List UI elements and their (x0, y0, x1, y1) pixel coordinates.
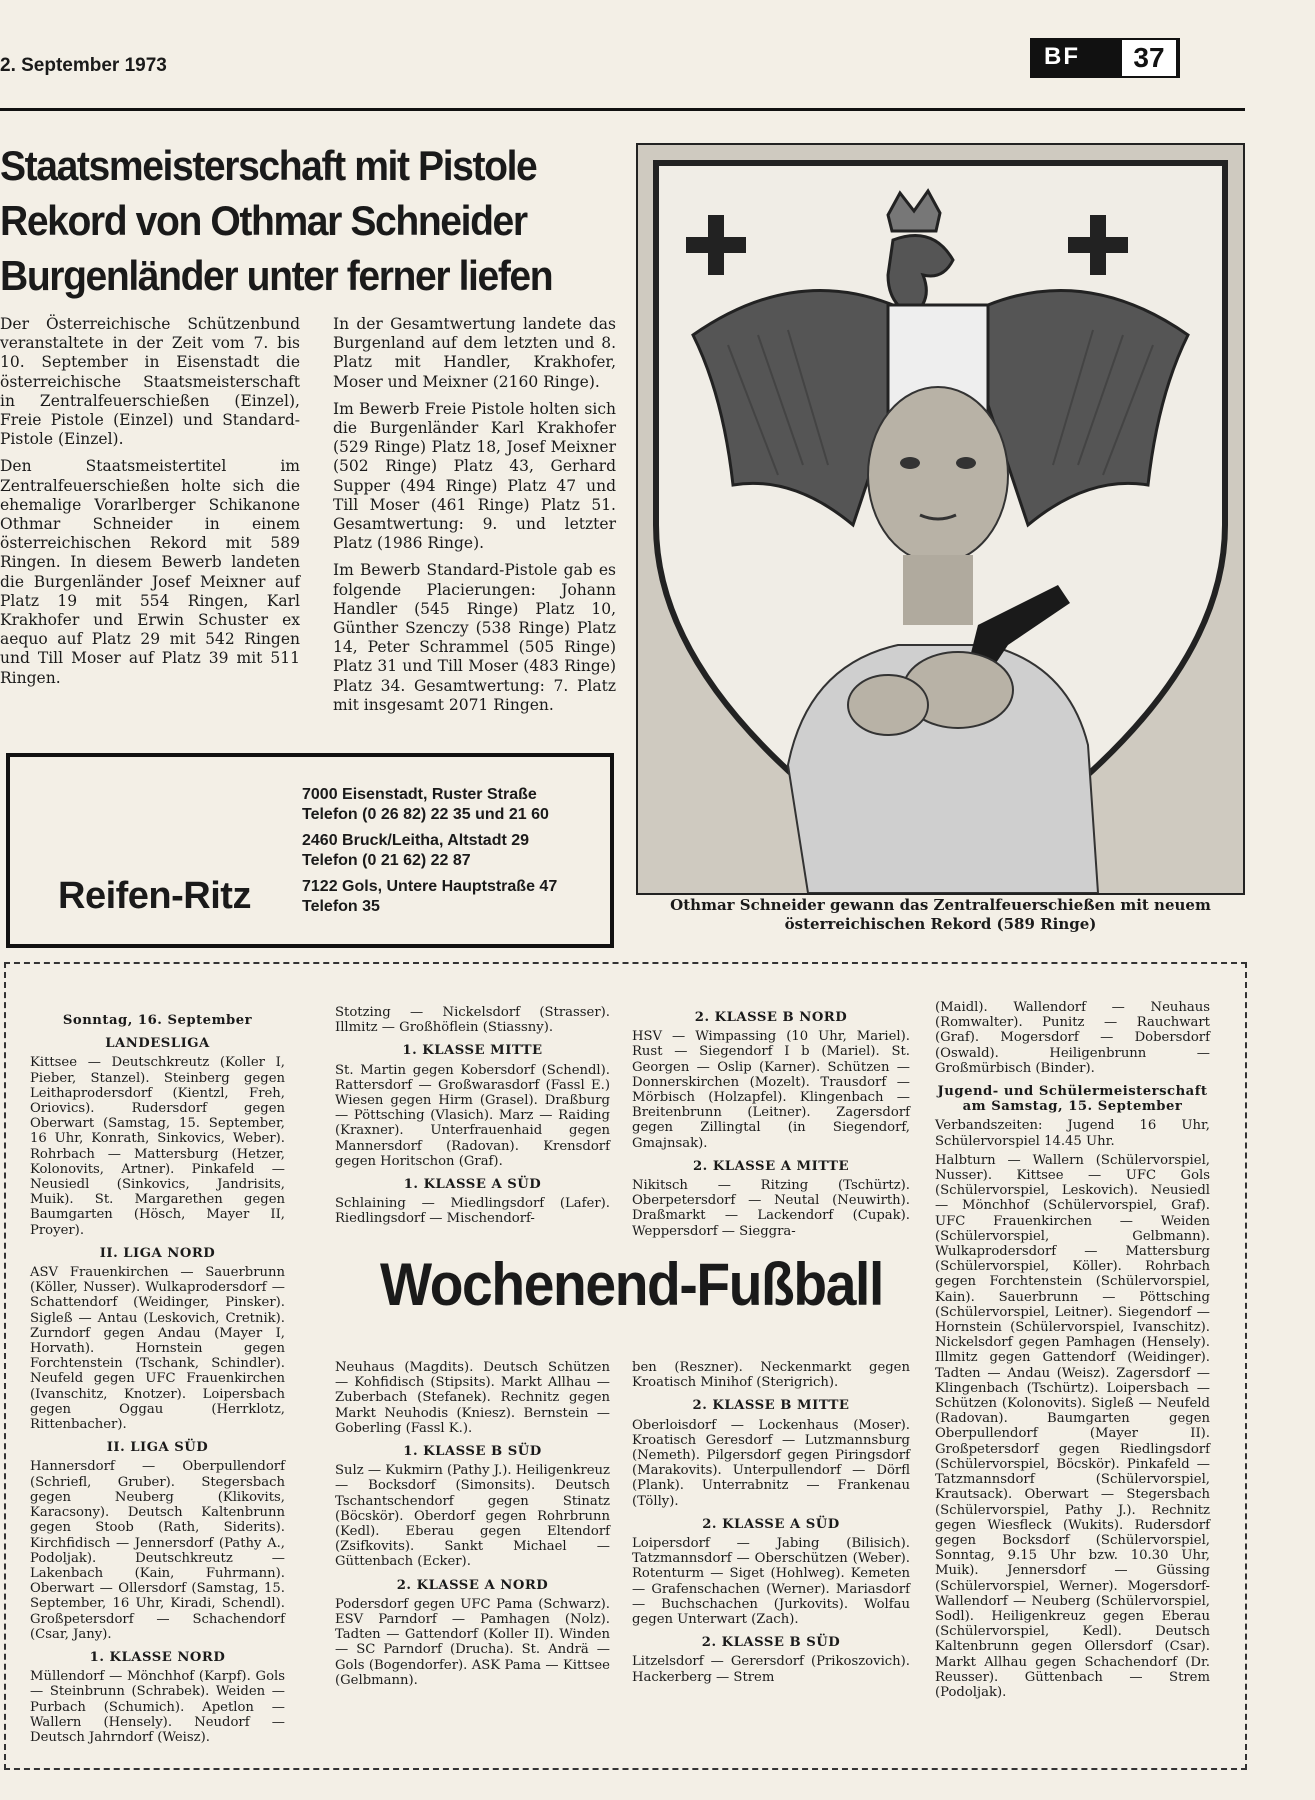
headline-2: Rekord von Othmar Schneider (0, 197, 527, 244)
fixture-list: Neuhaus (Magdits). Deutsch Schützen — Kohfidisch (Stipsits). Markt Allhau — Zuberbach (Stefanek). Rechnitz gegen Markt Neuhodis (Kniesz). Bernstein — Goberling (Fassl K.). (335, 1360, 610, 1436)
league-heading: II. LIGA NORD (99, 1245, 216, 1261)
photo-shooter-with-pistol (636, 143, 1245, 895)
article-column-1 (0, 315, 300, 696)
fixture-list: ben (Reszner). Neckenmarkt gegen Kroatisch Minihof (Sterigrich). (632, 1360, 910, 1391)
league-heading: 2. KLASSE A NORD (396, 1577, 549, 1593)
league-heading: LANDESLIGA (105, 1036, 210, 1052)
league-heading: 1. KLASSE A SÜD (403, 1177, 542, 1193)
headline-3: Burgenländer unter ferner liefen (0, 252, 553, 299)
fixtures-column-2 (335, 1005, 610, 1231)
photo-illustration (638, 145, 1243, 893)
article-paragraph: Den Staatsmeistertitel im Zentralfeuerschießen holte sich die ehemalige Vorarlberger Schikanone Othmar Schneider in einem österreichischen Rekord mit 589 Ringen. In diesem Bewerb landeten die Burgenländer Josef Meixner auf Platz 19 mit 554 Ringen, Karl Krakhofer und Erwin Schuster ex aequo auf Platz 29 mit 542 Ringen und Till Moser auf Platz 39 mit 511 Ringen. (0, 457, 300, 687)
fixture-list: Podersdorf gegen UFC Pama (Schwarz). ESV Parndorf — Pamhagen (Nolz). Tadten — Gattendorf (Koller II). Winden — SC Parndorf (Drucha). St. Andrä — Gols (Bogendorfer). ASK Pama — Kittsee (Gelbmann). (335, 1596, 610, 1688)
photo-caption: Othmar Schneider gewann das Zentralfeuerschießen mit neuem österreichischen Rekord (589 Ringe) (670, 896, 1211, 933)
league-heading: 1. KLASSE NORD (89, 1649, 226, 1665)
league-heading: 2. KLASSE B NORD (694, 1010, 848, 1025)
fixture-list: (Maidl). Wallendorf — Neuhaus (Romwalter). Punitz — Rauchwart (Graf). Mogersdorf — Dobersdorf (Oswald). Heiligenbrunn — Großmürbisch (Binder). (935, 1000, 1210, 1076)
fixture-list: Oberloisdorf — Lockenhaus (Moser). Kroatisch Geresdorf — Lutzmannsburg (Nemeth). Pilgersdorf gegen Piringsdorf (Marakovits). Unterpullendorf — Dörfl (Plank). Unterrabnitz — Frankenau (Tölly). (632, 1417, 910, 1509)
league-heading: 2. KLASSE A MITTE (692, 1158, 850, 1174)
article-paragraph: Im Bewerb Standard-Pistole gab es folgende Placierungen: Johann Handler (545 Ringe) Platz 10, Günther Szenczy (538 Ringe) Platz 14, Peter Schrammel (505 Ringe) Platz 31 und Till Moser (483 Ringe) Platz 34. Gesamtwertung: 7. Platz mit insgesamt 2071 Ringen. (333, 561, 616, 714)
advertisement-reifen-ritz (6, 753, 614, 948)
fixture-list: Kittsee — Deutschkreutz (Koller I, Pieber, Stanzel). Steinberg gegen Leithaprodersdorf (Kientzl, Freh, Oriovics). Rudersdorf gegen Oberwart (Samstag, 15. September, 16 Uhr, Konrath, Sinkovics, Weber). Rohrbach — Mattersburg (Hetzer, Kolonovits, Artner). Pinkafeld — Neusiedl (Sinkovics, Jandrisits, Muik). St. Margarethen gegen Baumgarten (Hösch, Mayer II, Proyer). (30, 1055, 285, 1238)
section-title-wochenend-fussball: Wochenend-Fußball (380, 1251, 883, 1318)
fixtures-column-2-lower (335, 1360, 610, 1692)
ad-line: Telefon 35 (302, 898, 380, 915)
league-heading: 1. KLASSE MITTE (402, 1043, 543, 1059)
ad-line: 7122 Gols, Untere Hauptstraße 47 (302, 878, 558, 895)
fixture-list: Müllendorf — Mönchhof (Karpf). Gols — Steinbrunn (Schrabek). Weiden — Purbach (Schumich). Apetlon — Wallern (Hensely). Neudorf — Deutsch Jahrndorf (Weisz). (30, 1669, 285, 1745)
ad-address-block (302, 785, 557, 917)
logo-text: BF (1044, 43, 1080, 70)
fixture-list: Halbturn — Wallern (Schülervorspiel, Nusser). Kittsee — UFC Gols (Schülervorspiel, Leskovich). Neusiedl — Mönchhof (Schülervorspiel, Graf). UFC Frauenkirchen — Weiden (Schülervorspiel, Gelbmann). Wulkaprodersdorf — Mattersburg (Schülervorspiel, Köller). Rohrbach gegen Forchtenstein (Schülervorspiel, Kain). Sauerbrunn — Pöttsching (Schülervorspiel, Leitner). Siegendorf — Hornstein (Schülervorspiel, Ivanschitz). Nickelsdorf gegen Pamhagen (Hensely). Illmitz gegen Gattendorf (Weidinger). Tadten — Andau (Weisz). Zagersdorf — Klingenbach (Tschürtz). Loipersbach — Schützen (Kolonovits). Sigleß — Neufeld (Radovan). Baumgarten gegen Oberpullendorf (Mayer II). Großpetersdorf gegen Riedlingsdorf (Schülervorspiel, Böcskör). Pinkafeld — Tatzmannsdorf (Schülervorspiel, Krautsack). Oberwart — Stegersbach (Schülervorspiel, Pathy J.). Rechnitz gegen Wiesfleck (Wukits). Rudersdorf gegen Bocksdorf (Schülervorspiel, Sonntag, 9.15 Uhr bzw. 10.30 Uhr, Muik). Jennersdorf — Güssing (Schülervorspiel, Werner). Mogersdorf-Wallendorf — Neuberg (Schülervorspiel, Sodl). Heiligenkreuz gegen Eberau (Schülervorspiel, Kedl). Deutsch Kaltenbrunn gegen Ollersdorf (Csar). Markt Allhau gegen Schachendorf (Dr. Reusser). Güttenbach — Strem (Podoljak). (935, 1152, 1210, 1700)
article-paragraph: Im Bewerb Freie Pistole holten sich die Burgenländer Karl Krakhofer (529 Ringe) Platz 18, Josef Meixner (502 Ringe) Platz 43, Gerhard Supper (494 Ringe) Platz 47 und Till Moser (461 Ringe) Platz 51. Gesamtwertung: 9. und letzter Platz (1986 Ringe). (333, 399, 616, 553)
issue-date: 2. September 1973 (0, 55, 167, 76)
article-paragraph: Der Österreichische Schützenbund veranstaltete in der Zeit vom 7. bis 10. September in Eisenstadt die österreichische Staatsmeisterschaft in Zentralfeuerschießen (Einzel), Freie Pistole (Einzel) und Standard-Pistole (Einzel). (0, 315, 300, 449)
ad-brand: Reifen-Ritz (58, 875, 251, 917)
league-heading: 2. KLASSE A SÜD (702, 1516, 840, 1532)
fixtures-column-3-lower (632, 1360, 910, 1689)
fixture-list: Litzelsdorf — Gerersdorf (Prikoszovich). Hackerberg — Strem (632, 1654, 910, 1685)
page-number: 37 (1122, 40, 1176, 76)
fixtures-column-3 (632, 1002, 910, 1243)
article-column-2 (333, 315, 616, 723)
league-heading: 1. KLASSE B SÜD (403, 1444, 542, 1460)
ad-line: Telefon (0 26 82) 22 35 und 21 60 (302, 806, 549, 823)
fixture-list: Verbandszeiten: Jugend 16 Uhr, Schülervorspiel 14.45 Uhr. (935, 1118, 1210, 1149)
league-heading: Jugend- und Schülermeisterschaft am Samstag, 15. September (937, 1084, 1208, 1115)
ad-line: Telefon (0 21 62) 22 87 (302, 852, 471, 869)
headline-1: Staatsmeisterschaft mit Pistole (0, 142, 537, 189)
fixture-list: ASV Frauenkirchen — Sauerbrunn (Köller, Nusser). Wulkaprodersdorf — Schattendorf (Weidinger, Pinsker). Sigleß — Antau (Leskovich, Cretnik). Zurndorf gegen Andau (Mayer I, Horvath). Hornstein gegen Forchtenstein (Tschank, Schindler). Neufeld gegen UFC Frauenkirchen (Ivanschitz, Knotzer). Loipersbach gegen Oggau (Herrklotz, Rittenbacher). (30, 1265, 285, 1433)
league-heading: 2. KLASSE B MITTE (692, 1398, 850, 1414)
fixture-list: Stotzing — Nickelsdorf (Strasser). Illmitz — Großhöflein (Stiassny). (335, 1005, 610, 1036)
fixtures-column-4 (935, 1000, 1210, 1704)
newspaper-logo (1030, 38, 1180, 78)
fixtures-column-1 (30, 1005, 285, 1749)
league-heading: 2. KLASSE B SÜD (701, 1635, 841, 1651)
header-rule (0, 108, 1245, 111)
ad-line: 7000 Eisenstadt, Ruster Straße (302, 786, 537, 803)
fixture-list: HSV — Wimpassing (10 Uhr, Mariel). Rust — Siegendorf I b (Mariel). St. Georgen — Oslip (Karner). Schützen — Donnerskirchen (Mozelt). Trausdorf — Mörbisch (Holzapfel). Klingenbach — Breitenbrunn (Leitner). Zagersdorf gegen Zillingtal (in Siegendorf, Gmajnsak). (632, 1029, 910, 1151)
fixture-list: Nikitsch — Ritzing (Tschürtz). Oberpetersdorf — Neutal (Neuwirth). Draßmarkt — Lackendorf (Cupak). Weppersdorf — Sieggra- (632, 1178, 910, 1239)
fixture-list: Loipersdorf — Jabing (Bilisich). Tatzmannsdorf — Oberschützen (Weber). Rotenturm — Siget (Hohlweg). Kemeten — Grafenschachen (Werner). Mariasdorf — Buchschachen (Jurkovits). Wolfau gegen Unterwart (Zach). (632, 1536, 910, 1628)
league-heading: II. LIGA SÜD (106, 1440, 209, 1456)
fixture-list: Sulz — Kukmirn (Pathy J.). Heiligenkreuz — Bocksdorf (Simonsits). Deutsch Tschantschendorf gegen Stinatz (Böcskör). Oberdorf gegen Rohrbrunn (Kedl). Eberau gegen Eltendorf (Zsifkovits). Sankt Michael — Güttenbach (Ecker). (335, 1463, 610, 1570)
fixture-list: St. Martin gegen Kobersdorf (Schendl). Rattersdorf — Großwarasdorf (Fassl E.) Wiesen gegen Hirm (Grasel). Draßburg — Pöttsching (Vlasich). Marz — Raiding (Kraxner). Unterfrauenhaid gegen Mannersdorf (Radovan). Krensdorf gegen Horitschon (Graf). (335, 1062, 610, 1169)
article-paragraph: In der Gesamtwertung landete das Burgenland auf dem letzten und 8. Platz mit Handler, Krakhofer, Moser und Meixner (2160 Ringe). (333, 315, 616, 391)
fixture-list: Hannersdorf — Oberpullendorf (Schriefl, Gruber). Stegersbach gegen Neuberg (Klikovits, Karacsony). Deutsch Kaltenbrunn gegen Stoob (Rath, Siderits). Kirchfidisch — Jennersdorf (Pathy A., Podoljak). Deutschkreutz — Lakenbach (Kain, Fuhrmann). Oberwart — Ollersdorf (Samstag, 15. September, 16 Uhr, Kiradi, Schendl). Großpetersdorf — Schachendorf (Csar, Jany). (30, 1459, 285, 1642)
ad-line: 2460 Bruck/Leitha, Altstadt 29 (302, 832, 530, 849)
fixture-list: Schlaining — Miedlingsdorf (Lafer). Riedlingsdorf — Mischendorf- (335, 1196, 610, 1227)
league-heading: Sonntag, 16. September (62, 1013, 253, 1028)
